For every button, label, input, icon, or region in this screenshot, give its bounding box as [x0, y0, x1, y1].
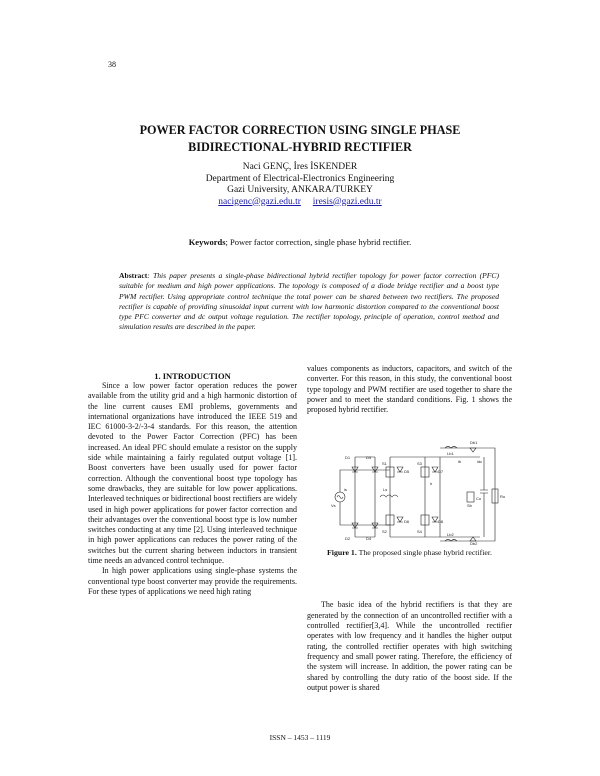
left-paragraph: In high power applications using single-phase systems the conventional type boost converter may provide the requirements. For these types of applications we need high rating [88, 566, 297, 596]
label-ir: ir [430, 481, 433, 486]
label-idc: idc [477, 459, 483, 464]
page-number: 38 [108, 60, 116, 69]
abstract-label: Abstract [119, 271, 148, 280]
paper-title [0, 122, 600, 156]
label-s2: S2 [382, 529, 387, 534]
department: Department of Electrical-Electronics Engineering [205, 173, 395, 184]
author-block [0, 162, 600, 208]
label-s4: S4 [417, 529, 422, 534]
sine-wave-icon [337, 496, 343, 499]
figure-caption [307, 548, 512, 557]
email-link-1[interactable]: nacigenc@gazi.edu.tr [218, 196, 301, 207]
label-d4: D4 [366, 536, 372, 541]
abstract [119, 271, 499, 333]
label-ls: Ls [383, 487, 388, 492]
switch-sb [467, 492, 474, 502]
diode-db1 [470, 448, 476, 452]
label-co: Co [476, 496, 482, 501]
label-d5: D5 [404, 469, 410, 474]
author-names: Naci GENÇ, İres İSKENDER [242, 162, 358, 172]
keywords [0, 237, 600, 247]
diode-icon [397, 517, 403, 522]
diode-icon [397, 467, 403, 472]
label-s1: S1 [382, 461, 387, 466]
label-lb2: Lb2 [447, 532, 454, 537]
footer-issn: ISSN – 1453 – 1119 [269, 733, 331, 742]
figure-caption-text: The proposed single phase hybrid rectifier. [356, 548, 492, 557]
label-d6: D6 [404, 519, 410, 524]
label-db2: Db2 [470, 541, 478, 546]
right-paragraph: The basic idea of the hybrid rectifiers is that they are generated by the connection of an uncontrolled rectifier with a controlled rectifier[3,4]. While the uncontrolled rectifier operates with low frequency and it handles the higher output rating, the controlled rectifier operates with high switching frequency and small power rating. Therefore, the efficiency of the system will increase. In addition, the power rating can be shared by controlling the duty ratio of the boost side. If the output power is shared [307, 600, 512, 692]
label-ib: ib [458, 459, 462, 464]
label-vs: Vs [331, 503, 336, 508]
keywords-text: ; Power factor correction, single phase hybrid rectifier. [225, 237, 412, 247]
keywords-label: Keywords [188, 237, 226, 247]
section-heading: 1. INTRODUCTION [154, 371, 231, 381]
title-line-2: BIDIRECTIONAL-HYBRID RECTIFIER [188, 140, 412, 154]
label-db1: Db1 [470, 440, 478, 445]
label-sb: Sb [467, 503, 472, 508]
label-d1: D1 [345, 455, 351, 460]
label-is: is [344, 487, 347, 492]
inductor-ls [380, 495, 398, 497]
label-s3: S3 [417, 461, 422, 466]
boost-wires [440, 448, 495, 541]
capacitor-co [480, 457, 488, 537]
university: Gazi University, ANKARA/TURKEY [227, 185, 373, 195]
left-column [88, 381, 297, 597]
label-d7: D7 [438, 469, 444, 474]
label-lb1: Lb1 [447, 451, 454, 456]
left-paragraph: Since a low power factor operation reduces the power available from the utility grid and a high harmonic distortion of the line current causes EMI problems, governments and international organizations have introduced the IEEE 519 and IEC 61000-3-2/-3-4 standards. For this reason, the attention devoted to the Power Factor Correction (PFC) has been increased. An ideal PFC should emulate a resistor on the supply side while maintaining a fairly regulated output voltage [1]. Boost converters have been usually used for power factor correction. Although the conventional boost type topology has some drawbacks, they are suitable for low power applications. Interleaved techniques or bidirectional boost rectifiers are widely used in high power applications for power factor correction and their advantages over the conventional boost type is low number switches conducting at any time [2]. Using interleaved technique in high power applications can reduces the power rating of the switches but the current sharing between inductors in transient time needs an advanced control technique. [88, 381, 297, 566]
figure-caption-label: Figure 1. [327, 548, 357, 557]
label-d8: D8 [438, 519, 444, 524]
right-paragraph: values components as inductors, capacitors, and switch of the converter. For this reason, in this study, the conventional boost type topology and PWM rectifier are used together to share the power and to meet the standard conditions. Fig. 1 shows the proposed hybrid rectifier. [307, 364, 512, 415]
emails [0, 197, 600, 209]
label-d2: D2 [345, 536, 351, 541]
title-line-1: POWER FACTOR CORRECTION USING SINGLE PHASE [139, 123, 461, 137]
label-ro: Ro [500, 494, 506, 499]
abstract-text: : This paper presents a single-phase bidirectional hybrid rectifier topology for power factor correction (PFC) suitable for medium and high power applications. The topology is composed of a diode bridge rectifier and a boost type PWM rectifier. Using appropriate control technique the total power can be shared between two rectifiers. The proposed rectifier is capable of providing sinusoidal input current with low harmonic distortion compared to the conventional boost type PFC converter and dc output voltage regulation. The rectifier topology, principle of operation, control method and simulation results are described in the paper. [119, 271, 499, 332]
circuit-diagram [330, 440, 512, 546]
input-wires [340, 470, 390, 525]
label-d3: D3 [366, 455, 372, 460]
email-link-2[interactable]: iresis@gazi.edu.tr [312, 196, 382, 207]
